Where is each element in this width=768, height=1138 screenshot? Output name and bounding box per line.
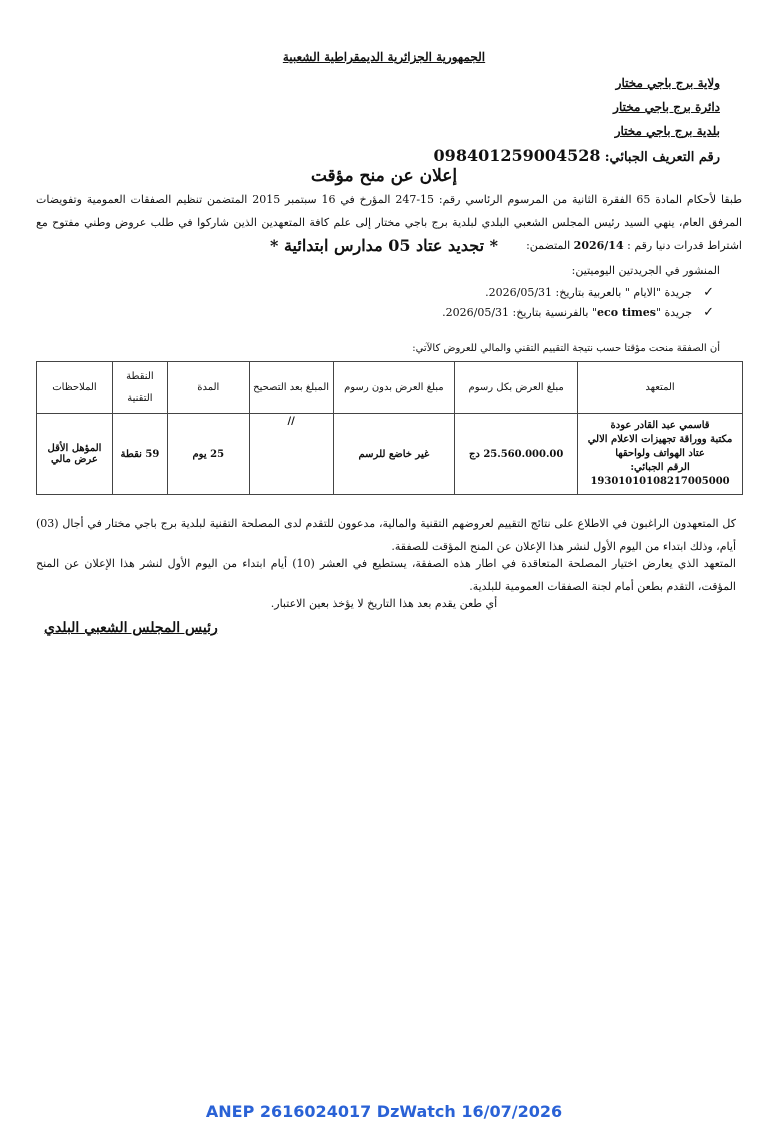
daira-label: دائرة برج باجي مختار [613, 100, 720, 114]
announcement-title: إعلان عن منح مؤقت [310, 166, 458, 186]
baladia-label: بلدية برج باجي مختار [614, 124, 720, 138]
bidder-tax-label: الرقم الجبائي: [630, 462, 690, 473]
wilaya-label: ولاية برج باجي مختار [615, 76, 720, 90]
newspaper-2 [442, 305, 714, 320]
signature-title: رئيس المجلس الشعبي البلدي [44, 620, 218, 636]
bidder-tax-id: 19301010108217005000 [590, 476, 730, 487]
tax-id-label: رقم التعريف الجبائي: [604, 150, 720, 165]
cell-technical-score: 59 نقطة [112, 414, 167, 495]
table-header-row [37, 362, 743, 414]
paragraph-appeal-deadline: أي طعن يقدم بعد هذا التاريخ لا يؤخذ بعين الاعتبار. [270, 597, 498, 610]
newspaper-1-text: جريدة "الايام " بالعربية بتاريخ: 2026/05/31. [485, 286, 692, 299]
col-header-amount-corrected: المبلغ بعد التصحيح [249, 362, 333, 414]
bidder-activity-2: عتاد الهواتف ولواحقها [615, 448, 705, 459]
intro-end: المتضمن: [526, 239, 571, 252]
tender-number: 2026/14 [573, 239, 624, 252]
col-header-amount-ttc: مبلغ العرض بكل رسوم [455, 362, 578, 414]
newspaper-2-prefix: جريدة " [655, 306, 692, 319]
col-header-remarks: الملاحظات [37, 362, 113, 414]
newspaper-1 [485, 285, 714, 300]
remarks-line-2: عرض مالي [51, 454, 98, 465]
tax-id-value: 098401259004528 [433, 146, 601, 165]
col-header-technical-score: النقطة التقنية [112, 362, 167, 414]
bidder-activity-1: مكتبة ووراقة تجهيزات الاعلام الالي [587, 434, 733, 445]
table-row [37, 414, 743, 495]
cell-bidder [578, 414, 743, 495]
republic-header: الجمهورية الجزائرية الديمقراطية الشعبية [282, 50, 486, 64]
footer-reference: ANEP 2616024017 DzWatch 16/07/2026 [205, 1102, 563, 1121]
cell-amount-corrected: // [249, 414, 333, 495]
paragraph-appeal: المتعهد الذي يعارض اختيار المصلحة المتعاقدة في اطار هذه الصفقة، يستطيع في العشر (10) أيام ابتداء من اليوم الأول لنشر هذا الإعلان عن المنح المؤقت، التقدم بطعن أمام لجنة الصفقات العمومية للبلدية. [36, 557, 736, 593]
col-header-amount-ht: مبلغ العرض بدون رسوم [333, 362, 455, 414]
tax-id-line [434, 146, 720, 165]
checkmark-icon: ✓ [703, 285, 714, 300]
bidder-name: قاسمي عبد القادر عودة [610, 420, 710, 431]
cell-duration: 25 يوم [167, 414, 249, 495]
cell-amount-ht: غير خاضع للرسم [333, 414, 455, 495]
tender-subject: * تجديد عتاد 05 مدارس ابتدائية * [270, 236, 498, 255]
col-header-bidder: المتعهد [578, 362, 743, 414]
checkmark-icon: ✓ [703, 305, 714, 320]
cell-remarks [37, 414, 113, 495]
newspaper-2-suffix: " بالفرنسية بتاريخ: 2026/05/31. [442, 306, 598, 319]
col-header-duration: المدة [167, 362, 249, 414]
publication-label: المنشور في الجريدتين اليوميتين: [571, 264, 720, 277]
intro-text: طبقا لأحكام المادة 65 الفقرة الثانية من المرسوم الرئاسي رقم: 15-247 المؤرخ في 16 سبتمبر 2015 المتضمن تنظيم الصفقات العمومية وتفويضات المرفق العام، ينهي السيد رئيس المجلس الشعبي البلدي لبلدية برج باجي مختار إلى علم كافة المتعهدين الذين شاركوا في طلب عروض وطني مفتوح مع اشتراط قدرات دنيا رقم : [36, 193, 742, 252]
paragraph-evaluation-results: كل المتعهدون الراغبون في الاطلاع على نتائج التقييم لعروضهم التقنية والمالية، مدعوون للتقدم لدى المصلحة التقنية لبلدية برج باجي مختار في أجال (03) أيام، وذلك ابتداء من اليوم الأول لنشر هذا الإعلان عن المنح المؤقت للصفقة. [36, 517, 736, 553]
table-intro: أن الصفقة منحت مؤقتا حسب نتيجة التقييم التقني والمالي للعروض كالآتي: [412, 343, 720, 354]
award-table [36, 361, 743, 495]
cell-amount-ttc: 25.560.000.00 دج [455, 414, 578, 495]
newspaper-2-name: eco times [597, 306, 656, 319]
remarks-line-1: المؤهل الأقل [47, 443, 102, 454]
